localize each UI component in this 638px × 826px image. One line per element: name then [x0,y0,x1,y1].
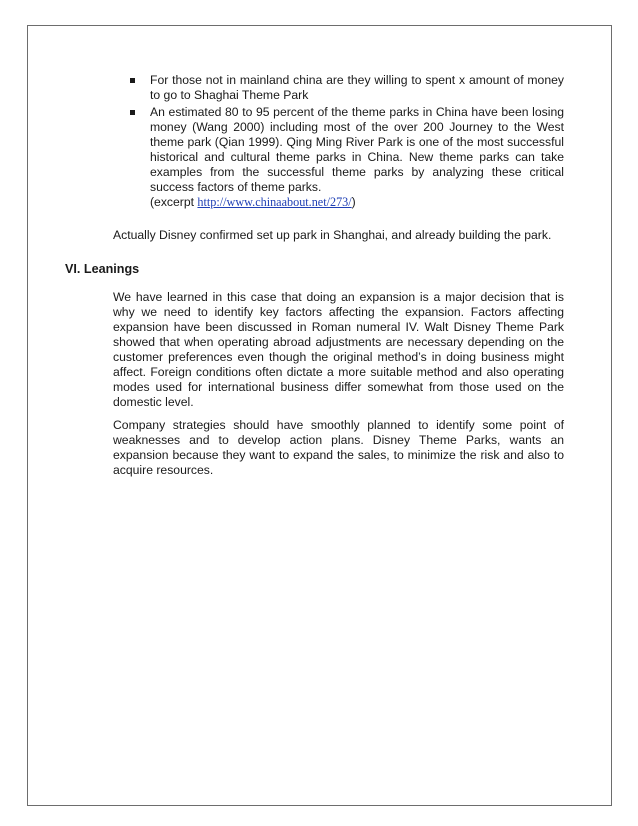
bullet-icon [130,110,135,115]
body-paragraph: Company strategies should have smoothly planned to identify some point of weaknesses and to develop action plans. Disney Theme Parks, wants an expansion because they want to expand the sales, to minimize the risk and also to acquire resources. [113,418,564,477]
list-item [128,105,564,210]
citation-prefix: (excerpt [150,195,198,209]
list-item [128,73,564,103]
bullet-text: For those not in mainland china are they willing to spent x amount of money to go to Shaghai Theme Park [150,73,564,102]
citation-suffix: ) [351,195,356,209]
intro-paragraph: Actually Disney confirmed set up park in Shanghai, and already building the park. [113,228,552,242]
body-paragraph: We have learned in this case that doing an expansion is a major decision that is why we need to identify key factors affecting the expansion. Factors affecting expansion have been discussed in Roman numeral IV. Walt Disney Theme Park showed that when operating abroad adjustments are necessary depending on the customer preferences even though the original method’s in doing business might affect. Foreign conditions often dictate a more suitable method and also operating modes used for international business differ somewhat from those used on the domestic level. [113,290,564,409]
bullet-text: An estimated 80 to 95 percent of the theme parks in China have been losing money (Wang 2000) including most of the over 200 Journey to the West theme park (Qian 1999). Qing Ming River Park is one of the most successful historical and cultural theme parks in China. New theme parks can take examples from the successful theme parks by analyzing these critical success factors of theme parks. [150,105,564,194]
bullet-icon [130,78,135,83]
citation [150,195,564,210]
section-heading: VI. Leanings [65,262,140,276]
citation-link[interactable]: http://www.chinaabout.net/273/ [197,195,352,209]
bullet-list [128,73,564,212]
